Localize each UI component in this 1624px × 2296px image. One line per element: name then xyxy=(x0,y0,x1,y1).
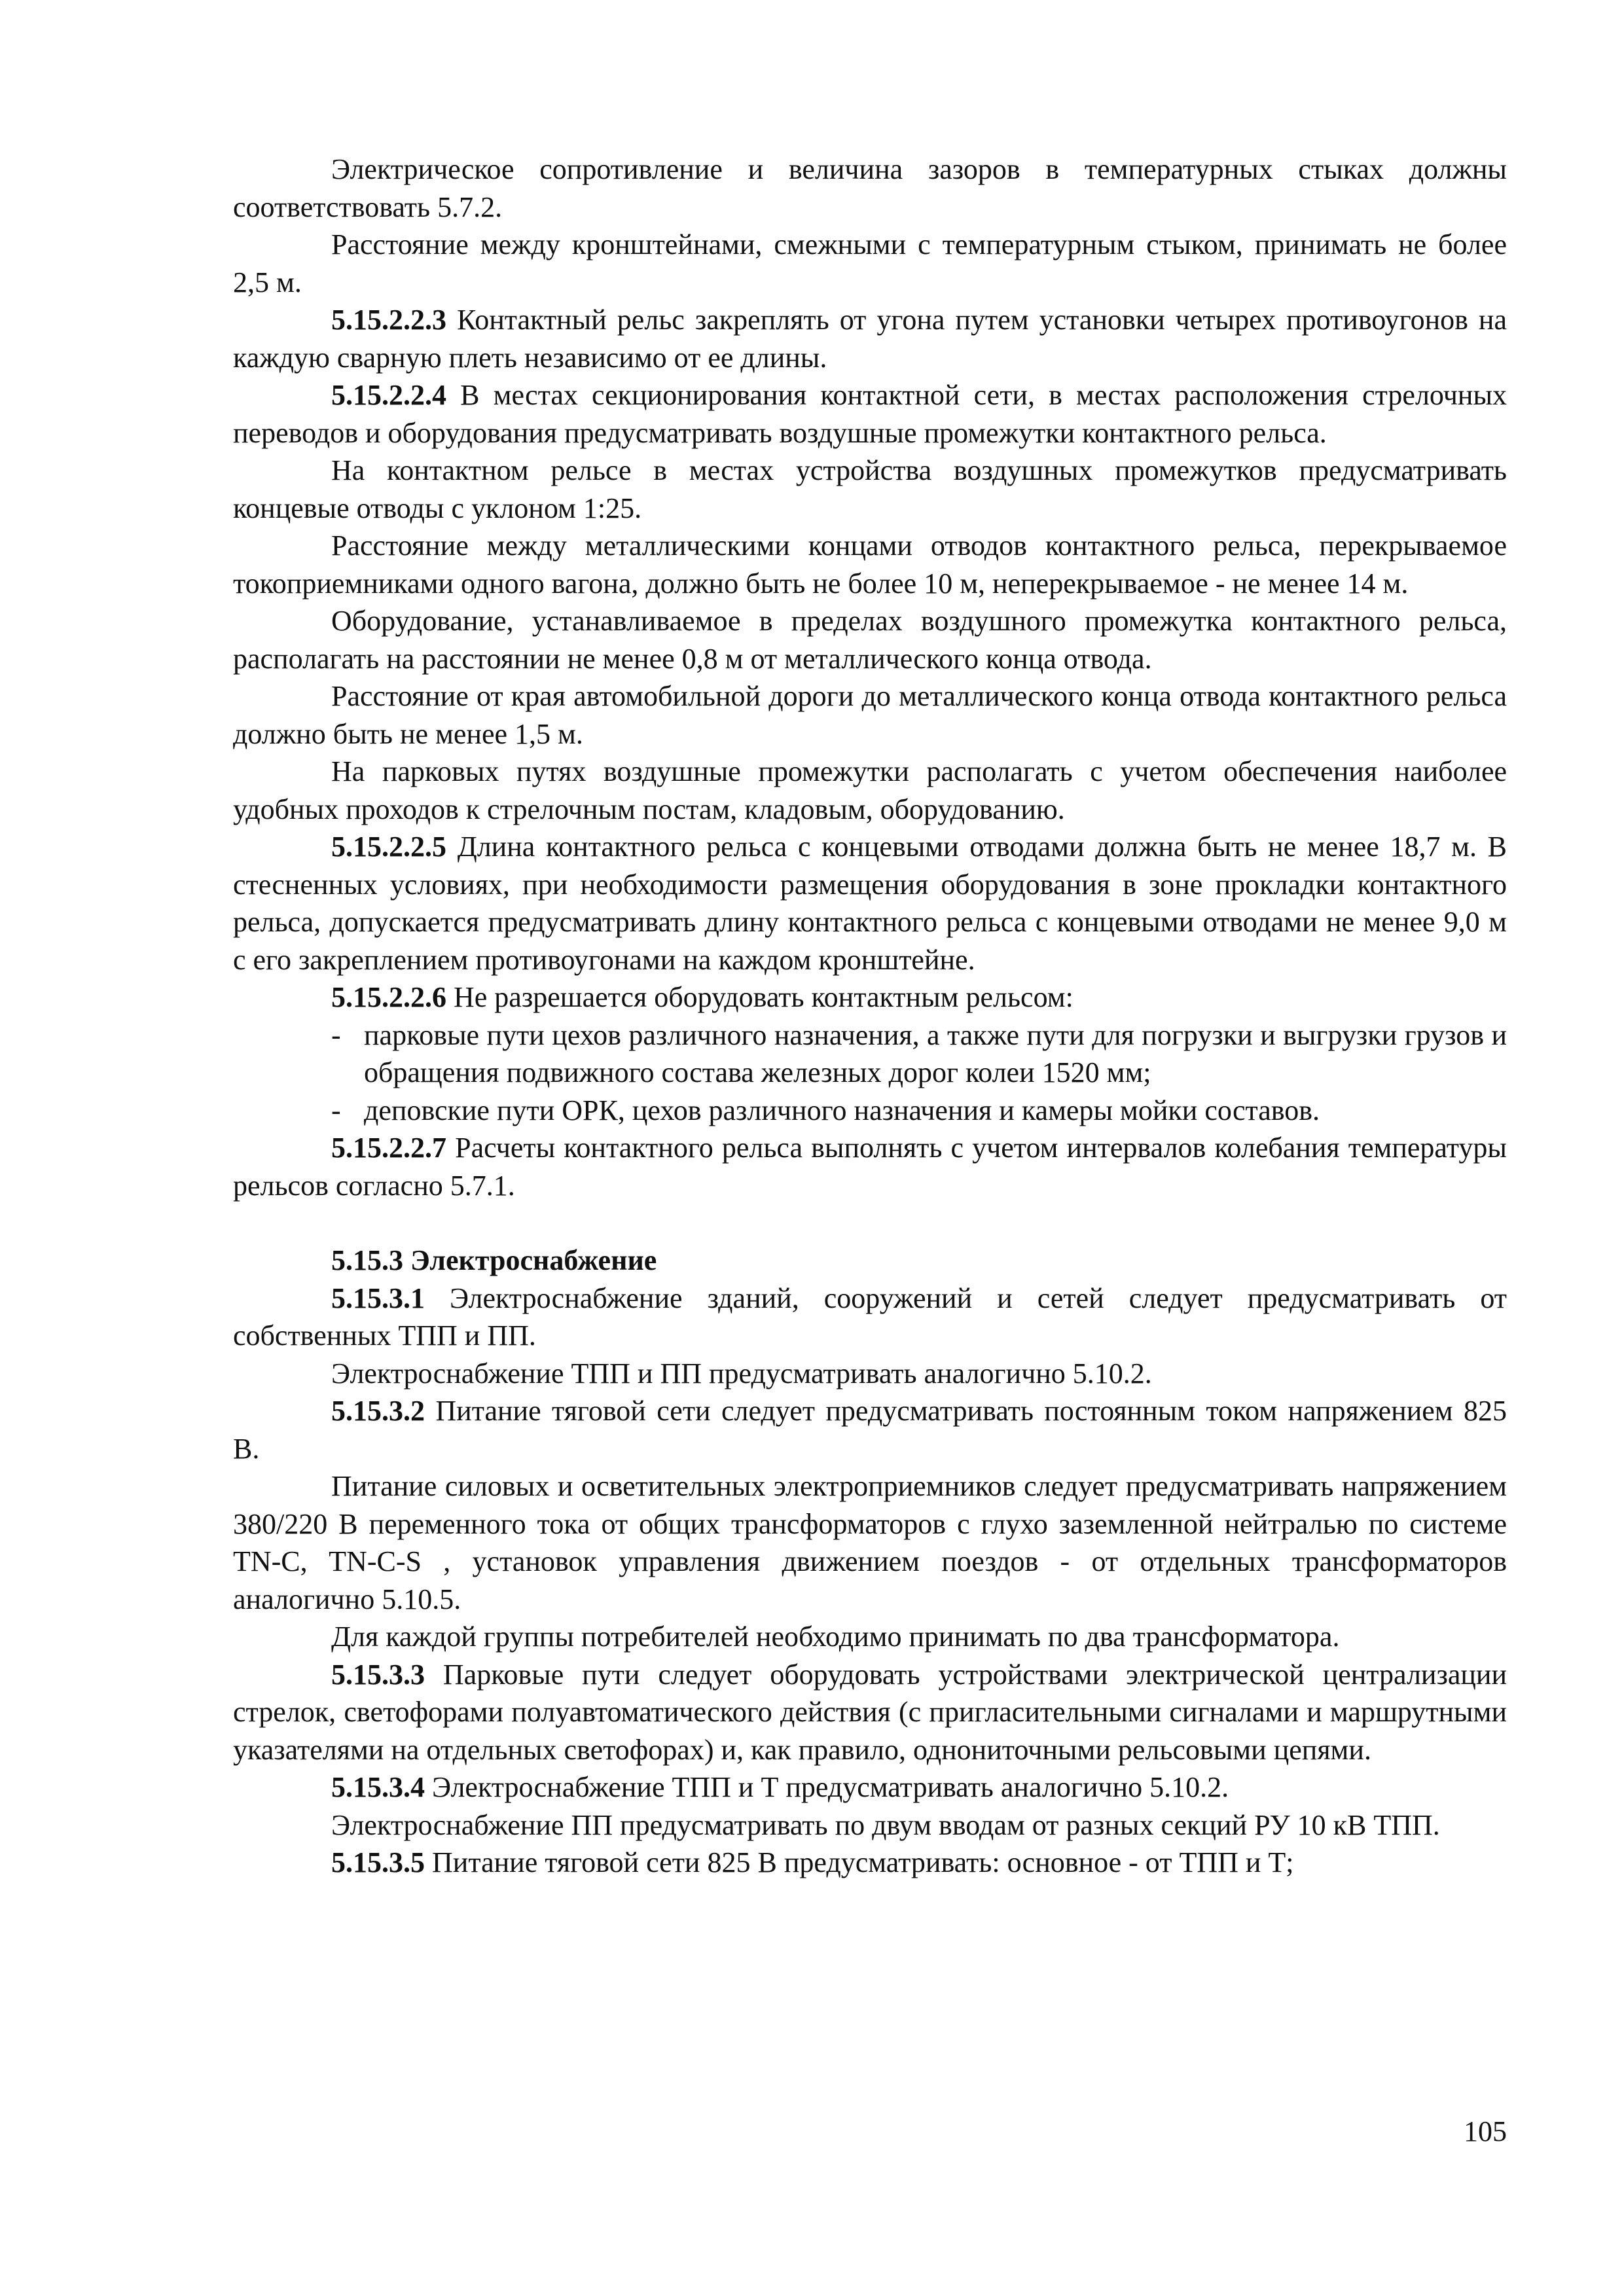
list-dash: - xyxy=(331,1094,341,1126)
paragraph xyxy=(233,226,1507,301)
paragraph xyxy=(233,1467,1507,1618)
paragraph-text: Расстояние от края автомобильной дороги до металлического конца отвода контактного рельса должно быть не менее 1,5 м. xyxy=(233,680,1507,750)
paragraph-text: В местах секционирования контактной сети, в местах расположения стрелочных переводов и оборудования предусматривать воздушные промежутки контактного рельса. xyxy=(233,379,1507,449)
paragraph-text: Электроснабжение ТПП и Т предусматривать аналогично 5.10.2. xyxy=(432,1771,1229,1803)
paragraph xyxy=(233,1280,1507,1355)
paragraph xyxy=(233,452,1507,527)
paragraph-text: Питание тяговой сети следует предусматривать постоянным током напряжением 825 В. xyxy=(233,1395,1507,1465)
clause-number: 5.15.2.2.3 xyxy=(331,304,446,336)
paragraph-text: Питание тяговой сети 825 В предусматривать: основное - от ТПП и Т; xyxy=(432,1846,1294,1878)
clause-number: 5.15.2.2.4 xyxy=(331,379,446,411)
paragraph xyxy=(233,1392,1507,1467)
paragraph-text: Не разрешается оборудовать контактным рельсом: xyxy=(454,981,1074,1013)
paragraph xyxy=(233,301,1507,376)
paragraph-text: Электрическое сопротивление и величина зазоров в температурных стыках должны соответствовать 5.7.2. xyxy=(233,153,1507,223)
list-item xyxy=(331,1016,1507,1092)
paragraph-text: Контактный рельс закреплять от угона путем установки четырех противоугонов на каждую сварную плеть независимо от ее длины. xyxy=(233,304,1507,374)
paragraph-text: Питание силовых и осветительных электроприемников следует предусматривать напряжением 380/220 В переменного тока от общих трансформаторов с глухо заземленной нейтралью по системе TN-C, TN-C-S , установок управления движением поездов - от отдельных трансформаторов аналогично 5.10.5. xyxy=(233,1470,1507,1615)
clause-number: 5.15.3.2 xyxy=(331,1395,425,1427)
clause-number: 5.15.3.1 xyxy=(331,1282,425,1314)
paragraph xyxy=(233,1656,1507,1769)
list-item-text: парковые пути цехов различного назначения, а также пути для погрузки и выгрузки грузов и обращения подвижного состава железных дорог колеи 1520 мм; xyxy=(364,1018,1507,1088)
paragraph-text: На контактном рельсе в местах устройства воздушных промежутков предусматривать концевые отводы с уклоном 1:25. xyxy=(233,454,1507,524)
paragraph-text: Электроснабжение ПП предусматривать по двум вводам от разных секций РУ 10 кВ ТПП. xyxy=(331,1808,1440,1841)
page-number: 105 xyxy=(1464,2115,1507,2147)
clause-number: 5.15.3.5 xyxy=(331,1846,425,1878)
paragraph-text: Длина контактного рельса с концевыми отводами должна быть не менее 18,7 м. В стесненных условиях, при необходимости размещения оборудования в зоне прокладки контактного рельса, допускается предусматривать длину контактного рельса с концевыми отводами не менее 9,0 м с его закреплением противоугонами на каждом кронштейне. xyxy=(233,831,1507,976)
paragraph-text: Оборудование, устанавливаемое в пределах воздушного промежутка контактного рельса, располагать на расстоянии не менее 0,8 м от металлического конца отвода. xyxy=(233,605,1507,675)
paragraph xyxy=(233,602,1507,677)
clause-number: 5.15.2.2.7 xyxy=(331,1132,446,1164)
list-item xyxy=(331,1092,1507,1130)
paragraph-text: На парковых путях воздушные промежутки располагать с учетом обеспечения наиболее удобных проходов к стрелочным постам, кладовым, оборудованию. xyxy=(233,755,1507,825)
paragraph xyxy=(233,677,1507,753)
document-page xyxy=(233,151,1507,1882)
paragraph xyxy=(233,1768,1507,1806)
clause-number: 5.15.2.2.5 xyxy=(331,831,446,863)
paragraph-text: Для каждой группы потребителей необходимо принимать по два трансформатора. xyxy=(331,1621,1340,1653)
paragraph xyxy=(233,828,1507,978)
paragraph xyxy=(233,376,1507,452)
paragraph-text: Электроснабжение ТПП и ПП предусматривать аналогично 5.10.2. xyxy=(331,1357,1152,1390)
clause-number: 5.15.3.3 xyxy=(331,1658,425,1691)
prohibition-list xyxy=(233,1016,1507,1130)
section-heading: 5.15.3 Электроснабжение xyxy=(331,1244,657,1276)
paragraph-text: Расстояние между кронштейнами, смежными с температурным стыком, принимать не более 2,5 м. xyxy=(233,228,1507,298)
list-item-text: деповские пути ОРК, цехов различного назначения и камеры мойки составов. xyxy=(364,1094,1320,1126)
paragraph-text: Парковые пути следует оборудовать устройствами электрической централизации стрелок, светофорами полуавтоматического действия (с пригласительными сигналами и маршрутными указателями на отдельных светофорах) и, как правило, однониточными рельсовыми цепями. xyxy=(233,1658,1507,1766)
paragraph-text: Электроснабжение зданий, сооружений и сетей следует предусматривать от собственных ТПП и ПП. xyxy=(233,1282,1507,1352)
paragraph-text: Расчеты контактного рельса выполнять с учетом интервалов колебания температуры рельсов согласно 5.7.1. xyxy=(233,1132,1507,1202)
paragraph xyxy=(233,151,1507,226)
paragraph xyxy=(233,1618,1507,1656)
clause-number: 5.15.2.2.6 xyxy=(331,981,446,1013)
list-dash: - xyxy=(331,1018,341,1051)
paragraph xyxy=(233,753,1507,828)
paragraph-text: Расстояние между металлическими концами отводов контактного рельса, перекрываемое токоприемниками одного вагона, должно быть не более 10 м, неперекрываемое - не менее 14 м. xyxy=(233,529,1507,600)
paragraph xyxy=(233,1844,1507,1882)
paragraph xyxy=(233,1129,1507,1204)
spacer xyxy=(233,1204,1507,1242)
paragraph xyxy=(233,1806,1507,1844)
paragraph xyxy=(233,978,1507,1016)
paragraph xyxy=(233,527,1507,602)
clause-number: 5.15.3.4 xyxy=(331,1771,425,1803)
paragraph xyxy=(233,1355,1507,1393)
